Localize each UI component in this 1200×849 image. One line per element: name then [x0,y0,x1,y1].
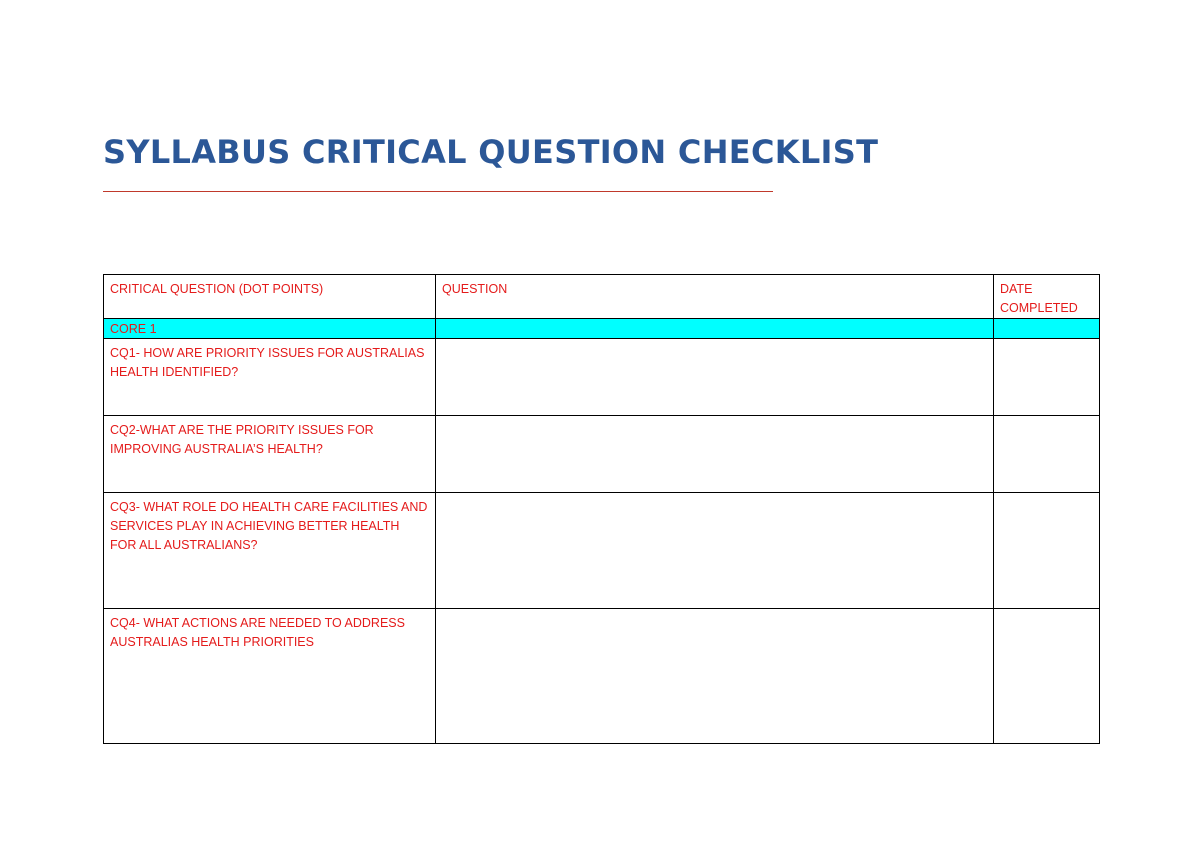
critical-question-table [103,274,1100,744]
date-completed-cell[interactable] [994,609,1100,744]
critical-question-cell: CQ3- WHAT ROLE DO HEALTH CARE FACILITIES AND SERVICES PLAY IN ACHIEVING BETTER HEALTH FOR ALL AUSTRALIANS? [104,493,436,609]
header-date-completed: DATE COMPLETED [994,275,1100,319]
critical-question-cell: CQ2-WHAT ARE THE PRIORITY ISSUES FOR IMPROVING AUSTRALIA’S HEALTH? [104,416,436,493]
section-label: CORE 1 [104,319,436,339]
table-header-row [104,275,1100,319]
header-question: QUESTION [436,275,994,319]
question-cell[interactable] [436,609,994,744]
question-cell[interactable] [436,416,994,493]
page-title: SYLLABUS CRITICAL QUESTION CHECKLIST [103,133,879,171]
date-completed-cell[interactable] [994,493,1100,609]
table-row [104,609,1100,744]
table-row [104,493,1100,609]
critical-question-cell: CQ1- HOW ARE PRIORITY ISSUES FOR AUSTRALIAS HEALTH IDENTIFIED? [104,339,436,416]
section-row-core-1 [104,319,1100,339]
header-critical-question: CRITICAL QUESTION (DOT POINTS) [104,275,436,319]
date-completed-cell[interactable] [994,339,1100,416]
table-row [104,416,1100,493]
date-completed-cell[interactable] [994,416,1100,493]
section-question-cell[interactable] [436,319,994,339]
question-cell[interactable] [436,493,994,609]
question-cell[interactable] [436,339,994,416]
table-row [104,339,1100,416]
critical-question-cell: CQ4- WHAT ACTIONS ARE NEEDED TO ADDRESS AUSTRALIAS HEALTH PRIORITIES [104,609,436,744]
title-underline-divider [103,191,773,192]
section-date-cell[interactable] [994,319,1100,339]
